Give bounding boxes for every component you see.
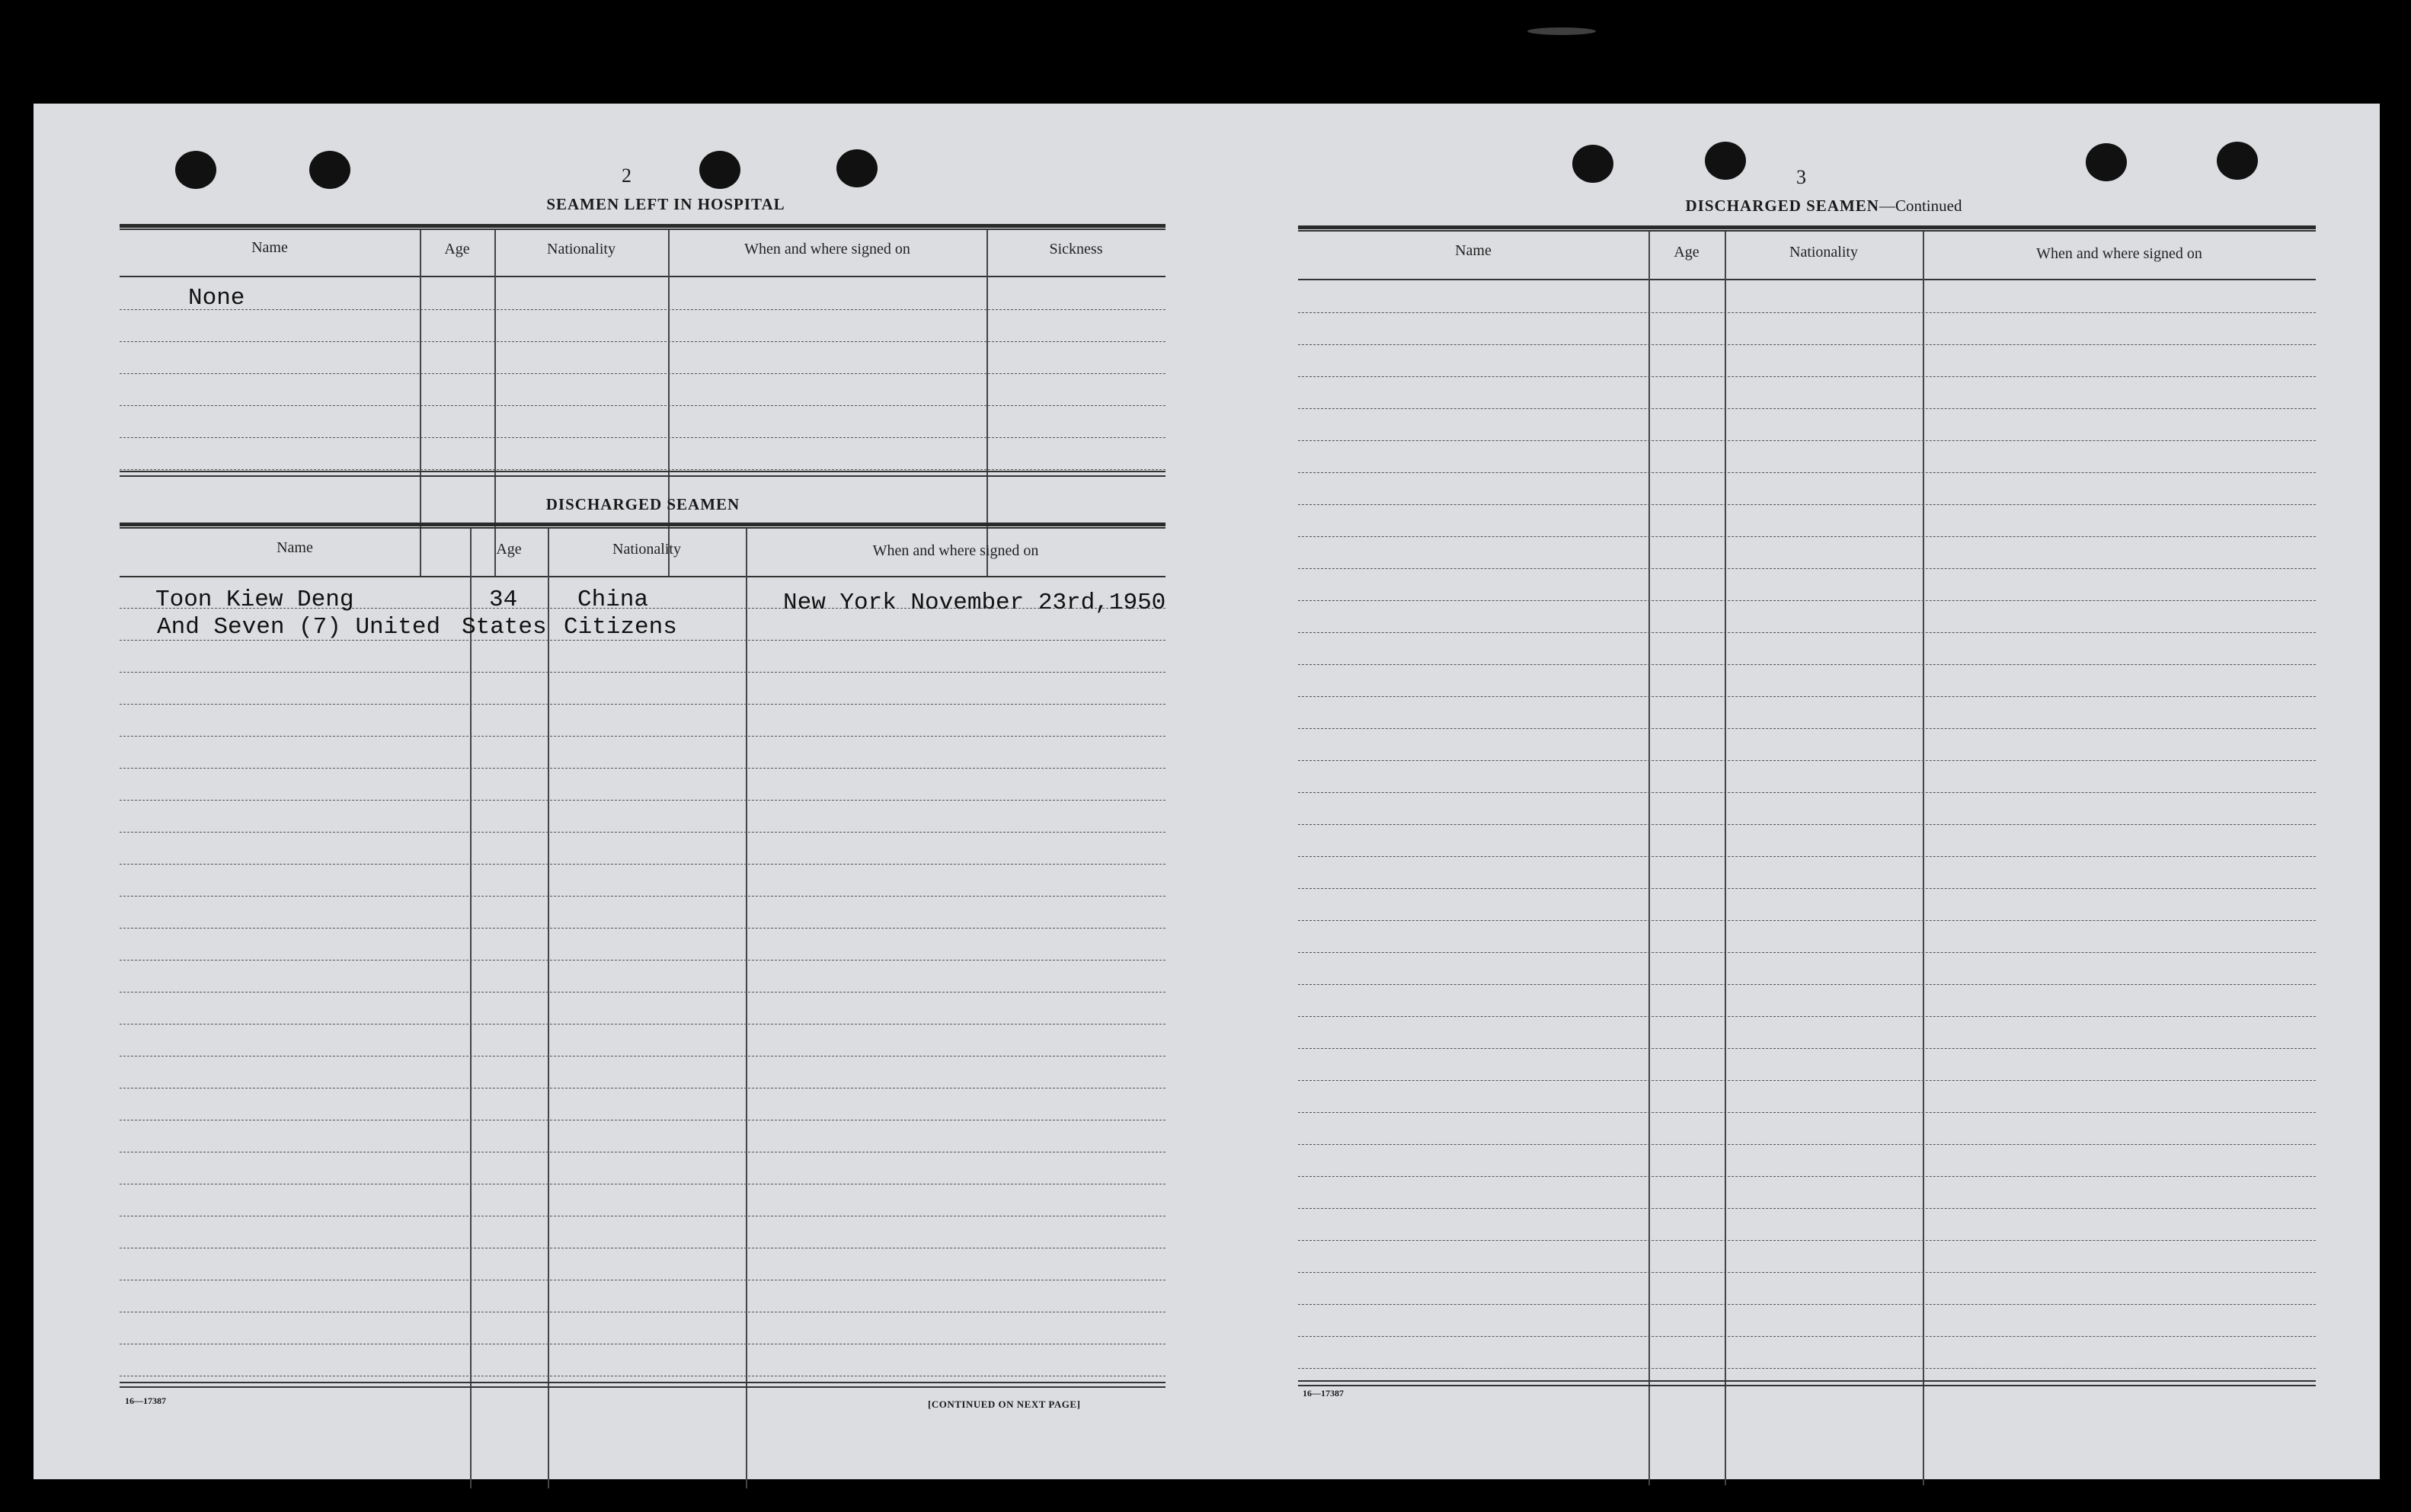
row-line	[1298, 440, 2316, 441]
punch-hole	[1705, 142, 1746, 180]
row-line	[120, 704, 1166, 705]
row-line	[1298, 824, 2316, 825]
row-line	[1298, 600, 2316, 601]
col-header-age: Age	[1674, 244, 1700, 261]
col-header-name: Name	[277, 539, 313, 556]
col-header-nationality: Nationality	[612, 541, 681, 558]
rule	[120, 527, 1166, 529]
form-number-right: 16—17387	[1303, 1388, 1344, 1399]
row-line	[1298, 1048, 2316, 1049]
rule	[120, 576, 1166, 577]
col-header-name: Name	[1455, 242, 1492, 259]
row-line	[120, 469, 1166, 470]
col-header-nationality: Nationality	[547, 241, 616, 257]
discharged-note-part2: States	[462, 614, 547, 641]
rule	[1298, 225, 2316, 229]
row-line	[1298, 1336, 2316, 1337]
row-line	[1298, 312, 2316, 313]
column-line	[470, 529, 472, 1488]
col-header-nationality: Nationality	[1789, 244, 1858, 261]
row-line	[1298, 472, 2316, 473]
punch-hole	[1572, 145, 1613, 183]
row-line	[120, 960, 1166, 961]
row-line	[120, 992, 1166, 993]
rule	[120, 523, 1166, 526]
col-header-signed-on: When and where signed on	[744, 241, 910, 257]
column-line	[746, 529, 747, 1488]
row-line	[1298, 984, 2316, 985]
rule	[1298, 1380, 2316, 1382]
row-line	[120, 832, 1166, 833]
row-line	[1298, 760, 2316, 761]
punch-hole	[175, 151, 216, 189]
hospital-section-title: SEAMEN LEFT IN HOSPITAL	[546, 195, 785, 213]
punch-hole	[309, 151, 350, 189]
column-line	[1648, 232, 1650, 1485]
rule	[1298, 230, 2316, 232]
row-line	[1298, 1368, 2316, 1369]
column-line	[1923, 232, 1924, 1485]
manifest-sheet	[34, 104, 2380, 1479]
row-line	[1298, 728, 2316, 729]
row-line	[1298, 856, 2316, 857]
row-line	[1298, 1080, 2316, 1081]
row-line	[120, 800, 1166, 801]
row-line	[1298, 1272, 2316, 1273]
punch-hole	[699, 151, 740, 189]
hospital-entry: None	[188, 285, 245, 312]
rule	[120, 224, 1166, 228]
row-line	[1298, 1112, 2316, 1113]
punch-hole	[2086, 143, 2127, 181]
continued-note: [CONTINUED ON NEXT PAGE]	[928, 1399, 1081, 1410]
rule	[120, 475, 1166, 477]
right-title-main: DISCHARGED SEAMEN	[1685, 197, 1879, 215]
rule	[120, 1386, 1166, 1388]
row-line	[120, 896, 1166, 897]
rule	[120, 229, 1166, 230]
discharged-section-title: DISCHARGED SEAMEN	[545, 495, 740, 513]
page-number-left: 2	[622, 165, 632, 187]
row-line	[1298, 952, 2316, 953]
row-line	[1298, 1144, 2316, 1145]
row-line	[1298, 664, 2316, 665]
discharged-note-part3: Citizens	[564, 614, 677, 641]
scan-artifact	[1527, 27, 1596, 35]
row-line	[120, 864, 1166, 865]
row-line	[120, 768, 1166, 769]
rule	[120, 471, 1166, 472]
row-line	[1298, 568, 2316, 569]
row-line	[120, 437, 1166, 438]
row-line	[1298, 376, 2316, 377]
row-line	[120, 672, 1166, 673]
row-line	[1298, 1240, 2316, 1241]
discharged-note-part1: And Seven (7) United	[157, 614, 441, 641]
punch-hole	[836, 149, 878, 187]
seaman-name: Toon Kiew Deng	[155, 587, 354, 613]
row-line	[1298, 504, 2316, 505]
row-line	[1298, 408, 2316, 409]
row-line	[120, 405, 1166, 406]
row-line	[1298, 1304, 2316, 1305]
row-line	[1298, 344, 2316, 345]
col-header-signed-on: When and where signed on	[872, 542, 1039, 559]
row-line	[1298, 696, 2316, 697]
column-line	[548, 529, 549, 1488]
column-line	[1725, 232, 1726, 1485]
row-line	[1298, 792, 2316, 793]
right-section-title	[1481, 197, 2166, 216]
rule	[1298, 279, 2316, 280]
rule	[120, 1382, 1166, 1383]
seaman-nationality: China	[577, 587, 649, 613]
rule	[120, 276, 1166, 277]
col-header-signed-on: When and where signed on	[2036, 245, 2202, 262]
col-header-age: Age	[444, 241, 470, 257]
row-line	[120, 309, 1166, 310]
row-line	[120, 928, 1166, 929]
row-line	[1298, 1176, 2316, 1177]
row-line	[120, 373, 1166, 374]
row-line	[1298, 1016, 2316, 1017]
seaman-age: 34	[489, 587, 518, 613]
form-number-left: 16—17387	[125, 1395, 166, 1406]
punch-hole	[2217, 142, 2258, 180]
row-line	[120, 1024, 1166, 1025]
col-header-name: Name	[251, 239, 288, 256]
row-line	[1298, 632, 2316, 633]
row-line	[1298, 536, 2316, 537]
row-line	[1298, 1208, 2316, 1209]
rule	[1298, 1385, 2316, 1386]
col-header-sickness: Sickness	[1049, 241, 1103, 257]
row-line	[1298, 920, 2316, 921]
row-line	[120, 736, 1166, 737]
page-number-right: 3	[1796, 166, 1806, 188]
col-header-age: Age	[496, 541, 522, 558]
row-line	[1298, 888, 2316, 889]
seaman-signed-on: New York November 23rd,1950	[783, 590, 1166, 616]
row-line	[120, 341, 1166, 342]
right-title-suffix: —Continued	[1879, 197, 1962, 215]
